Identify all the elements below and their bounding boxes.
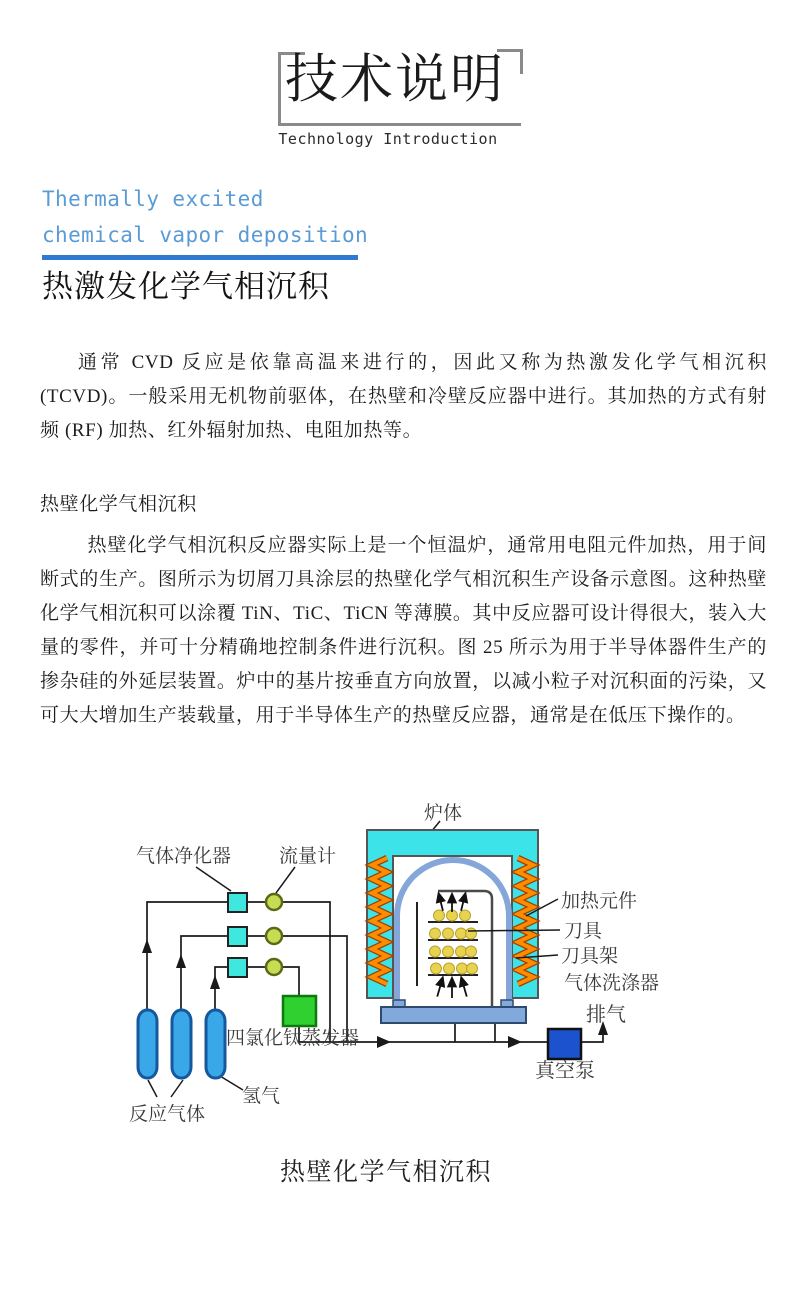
- vacuum-pump-box: [548, 1029, 581, 1059]
- lead-heading-english-line2: chemical vapor deposition: [42, 223, 369, 247]
- furnace-base-plate: [381, 1007, 526, 1023]
- flow-meters: [266, 894, 282, 975]
- label-gas-scrubber: 气体洗涤器: [564, 973, 660, 994]
- gas-purifier: [228, 927, 247, 946]
- label-tools: 刀具: [564, 921, 603, 942]
- gas-cylinder: [172, 1010, 191, 1078]
- label-ticl4-evaporator: 四氯化钛蒸发器: [226, 1028, 360, 1049]
- gas-purifiers: [228, 893, 247, 977]
- label-heating-element: 加热元件: [561, 891, 638, 912]
- gas-cylinder: [206, 1010, 225, 1078]
- label-exhaust: 排气: [586, 1004, 626, 1026]
- lead-heading-chinese: 热激发化学气相沉积: [42, 269, 330, 304]
- label-flow-meter: 流量计: [279, 846, 337, 867]
- flow-meter: [266, 959, 282, 975]
- ticl4-evaporator-box: [283, 996, 316, 1026]
- section-paragraph: 热壁化学气相沉积反应器实际上是一个恒温炉，通常用电阻元件加热，用于间断式的生产。图所示为切屑刀具涂层的热壁化学气相沉积生产设备示意图。这种热壁化学气相沉积可以涂覆 TiN、TiC、TiCN 等薄膜。其中反应器可设计得很大，装入大量的零件，并可十分精确地控制条件进行沉积。图 25 所示为用于半导体器件生产的掺杂硅的外延层装置。炉中的基片按垂直方向放置，以减小粒子对沉积面的污染，又可大大增加生产装载量，用于半导体生产的热壁反应器，通常是在低压下操作的。: [40, 535, 767, 726]
- flow-meter: [266, 894, 282, 910]
- label-hydrogen: 氢气: [242, 1086, 281, 1107]
- page-title: 技术说明: [285, 51, 505, 109]
- label-reaction-gas: 反应气体: [129, 1104, 206, 1125]
- page-subtitle: Technology Introduction: [278, 130, 498, 148]
- gas-cylinder: [138, 1010, 157, 1078]
- section-heading: 热壁化学气相沉积: [40, 494, 197, 515]
- gas-purifier: [228, 893, 247, 912]
- label-tool-rack: 刀具架: [561, 946, 619, 967]
- label-gas-purifier: 气体净化器: [136, 846, 232, 867]
- gas-purifier: [228, 958, 247, 977]
- figure-caption: 热壁化学气相沉积: [279, 1159, 492, 1186]
- gas-cylinders: [138, 1010, 225, 1078]
- gas-flow-arrows-bottom: [434, 976, 471, 998]
- tool-dots: [430, 910, 478, 974]
- label-vacuum-pump: 真空泵: [535, 1060, 595, 1082]
- gas-flow-arrows-top: [435, 892, 469, 912]
- label-furnace-body: 炉体: [424, 803, 463, 824]
- intro-paragraph: 通常 CVD 反应是依靠高温来进行的，因此又称为热激发化学气相沉积 (TCVD)。一般采用无机物前驱体，在热壁和冷壁反应器中进行。其加热的方式有射频 (RF) 加热、红外辐射加热、电阻加热等。: [40, 352, 767, 441]
- flow-meter: [266, 928, 282, 944]
- lead-heading-english-line1: Thermally excited: [42, 187, 264, 211]
